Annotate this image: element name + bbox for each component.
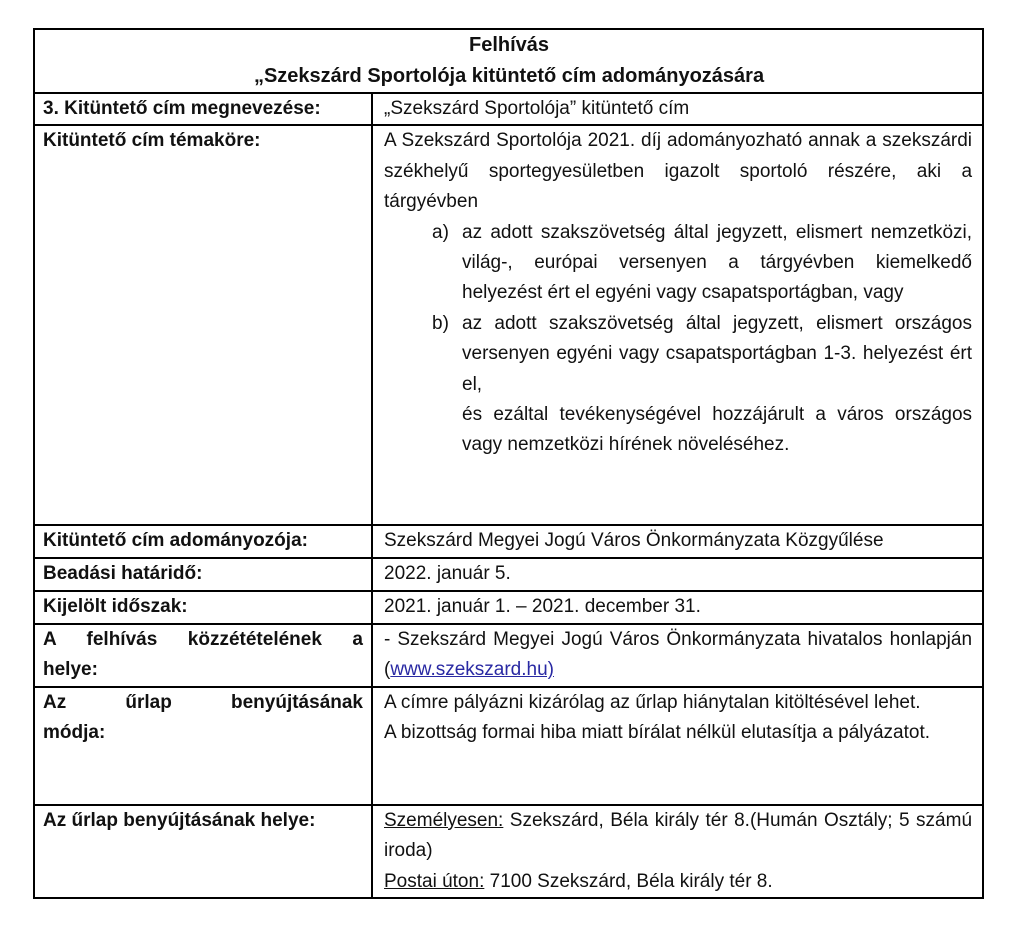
label-submission-place: Az űrlap benyújtásának helye: (34, 805, 372, 898)
row-submission-method (34, 687, 983, 805)
label-submission-method (34, 687, 372, 805)
row-publication (34, 624, 983, 687)
postal-text: 7100 Szekszárd, Béla király tér 8. (484, 870, 773, 892)
personal-text: Szekszárd, Béla király tér 8.(Humán Osztály; 5 számú iroda) (384, 809, 973, 862)
value-period: 2021. január 1. – 2021. december 31. (372, 591, 983, 624)
value-submission-place (372, 805, 983, 898)
publication-text-prefix: - Szekszárd Megyei Jogú Város Önkormányzata hivatalos honlapján ( (384, 628, 973, 681)
postal-label: Postai úton: (384, 870, 485, 892)
topic-intro: A Szekszárd Sportolója 2021. díj adományozható annak a szekszárdi székhelyű sportegyesületben igazolt sportoló részére, aki a tárgyévben (384, 130, 973, 213)
szekszard-website-link[interactable]: www.szekszard.hu) (390, 659, 554, 681)
label-method-line2: módja: (43, 722, 106, 744)
place-postal (384, 867, 972, 897)
label-period: Kijelölt időszak: (34, 591, 372, 624)
list-marker-a: a) (432, 221, 449, 243)
label-grantor: Kitüntető cím adományozója: (34, 525, 372, 557)
value-grantor: Szekszárd Megyei Jogú Város Önkormányzata Közgyűlése (372, 525, 983, 557)
label-award-name: 3. Kitüntető cím megnevezése: (34, 93, 372, 125)
label-publication-line1: A felhívás közzétételének a (43, 628, 363, 650)
place-personal (384, 806, 972, 867)
row-submission-place (34, 805, 983, 898)
value-award-name: „Szekszárd Sportolója” kitüntető cím (372, 93, 983, 125)
topic-item-b-text2: és ezáltal tevékenységével hozzájárult a város országos vagy nemzetközi hírének növeléséhez. (462, 404, 973, 456)
row-grantor (34, 525, 983, 557)
value-deadline: 2022. január 5. (372, 558, 983, 591)
method-para1: A címre pályázni kizárólag az űrlap hiánytalan kitöltésével lehet. (384, 691, 921, 713)
table-header-row (34, 29, 983, 93)
list-marker-b: b) (432, 312, 449, 334)
row-period (34, 591, 983, 624)
value-submission-method (372, 687, 983, 805)
topic-item-b-text1: az adott szakszövetség által jegyzett, elismert országos versenyen egyéni vagy csapatsportágban 1-3. helyezést ért el, (462, 312, 973, 395)
topic-item-a-text: az adott szakszövetség által jegyzett, elismert nemzetközi, világ-, európai versenyen a tárgyévben kiemelkedő helyezést ért el egyéni vagy csapatsportágban, vagy (462, 221, 973, 304)
value-award-topic (372, 125, 983, 525)
table-header-cell (34, 29, 983, 93)
document-title: Felhívás (468, 34, 550, 56)
label-award-topic: Kitüntető cím témaköre: (34, 125, 372, 525)
label-publication-line2: helye: (43, 659, 98, 681)
label-publication-place (34, 624, 372, 687)
value-publication-place (372, 624, 983, 687)
label-deadline: Beadási határidő: (34, 558, 372, 591)
row-name (34, 93, 983, 125)
personal-label: Személyesen: (384, 809, 504, 831)
topic-item-a (384, 218, 972, 309)
announcement-table (33, 28, 984, 899)
publication-text (384, 625, 972, 686)
label-method-line1: Az űrlap benyújtásának (43, 691, 363, 713)
row-topic (34, 125, 983, 525)
method-para2: A bizottság formai hiba miatt bírálat nélkül elutasítja a pályázatot. (384, 722, 931, 744)
topic-item-b (384, 309, 972, 461)
row-deadline (34, 558, 983, 591)
document-subtitle: „Szekszárd Sportolója kitüntető cím adományozására (253, 65, 765, 87)
